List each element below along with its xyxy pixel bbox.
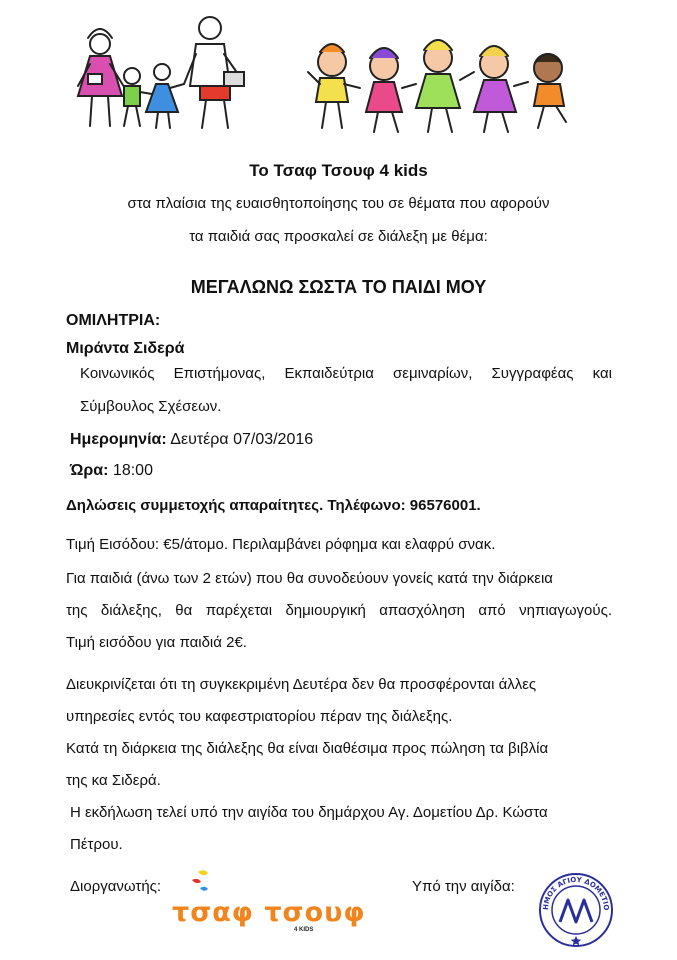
intro-line-1: στα πλαίσια της ευαισθητοποίησης του σε θέματα που αφορούν [127, 195, 550, 212]
notes-line-1: Διευκρινίζεται ότι τη συγκεκριμένη Δευτέρα δεν θα προσφέρονται άλλες [66, 676, 537, 693]
organizer-logo-sub: 4 KIDS [294, 927, 314, 933]
notes-line-2: υπηρεσίες εντός του καφεστριατορίου πέραν της διάλεξης. [66, 708, 453, 725]
registration-note: Δηλώσεις συμμετοχής απαραίτητες. Τηλέφωνο: 96576001. [66, 497, 481, 514]
dancing-kids-icon [302, 28, 582, 138]
intro-line-2: τα παιδιά σας προσκαλεί σε διάλεξη με θέμα: [189, 228, 488, 245]
patron-label: Υπό την αιγίδα: [412, 878, 515, 895]
time-value: 18:00 [112, 462, 153, 479]
notes-line-5: Η εκδήλωση τελεί υπό την αιγίδα του δημάρχου Αγ. Δομετίου Δρ. Κώστα [70, 804, 548, 821]
seal-text: ΔΗΜΟΣ ΑΓΙΟΥ ΔΟΜΕΤΙΟΥ [535, 866, 611, 911]
notes-line-3: Κατά τη διάρκεια της διάλεξης θα είναι διαθέσιμα προς πώληση τα βιβλία [66, 740, 549, 757]
speaker-desc-line-2: Σύμβουλος Σχέσεων. [80, 398, 222, 415]
page-title: Το Τσαφ Τσουφ 4 kids [249, 161, 428, 180]
notes-line-6: Πέτρου. [70, 836, 123, 853]
date-row [70, 431, 313, 449]
lecture-heading: ΜΕΓΑΛΩΝΩ ΣΩΣΤΑ ΤΟ ΠΑΙΔΙ ΜΟΥ [190, 277, 487, 297]
kids-line-3: Τιμή εισόδου για παιδιά 2€. [66, 634, 247, 651]
date-label: Ημερομηνία: [70, 431, 167, 448]
family-drawing-icon [60, 14, 250, 134]
organizer-logo [170, 868, 366, 936]
kids-line-1: Για παιδιά (άνω των 2 ετών) που θα συνοδεύουν γονείς κατά την διάρκεια [66, 570, 553, 587]
time-label: Ώρα: [70, 462, 109, 479]
date-value: Δευτέρα 07/03/2016 [170, 431, 314, 448]
organizer-label: Διοργανωτής: [70, 878, 162, 895]
speaker-label: ΟΜΙΛΗΤΡΙΑ: [66, 312, 161, 329]
time-row [70, 462, 153, 480]
price-note: Τιμή Εισόδου: €5/άτομο. Περιλαμβάνει ρόφημα και ελαφρύ σνακ. [66, 536, 496, 553]
speaker-name: Μιράντα Σιδερά [66, 340, 185, 357]
municipality-seal-icon [535, 866, 614, 948]
kids-line-2: της διάλεξης, θα παρέχεται δημιουργική απασχόληση από νηπιαγωγούς. [66, 602, 612, 619]
color-dots-icon [184, 868, 224, 896]
speaker-desc-line-1: Κοινωνικός Επιστήμονας, Εκπαιδεύτρια σεμιναρίων, Συγγραφέας και [80, 365, 612, 382]
notes-line-4: της κα Σιδερά. [66, 772, 161, 789]
organizer-logo-text: τσαφ τσουφ [172, 897, 366, 928]
